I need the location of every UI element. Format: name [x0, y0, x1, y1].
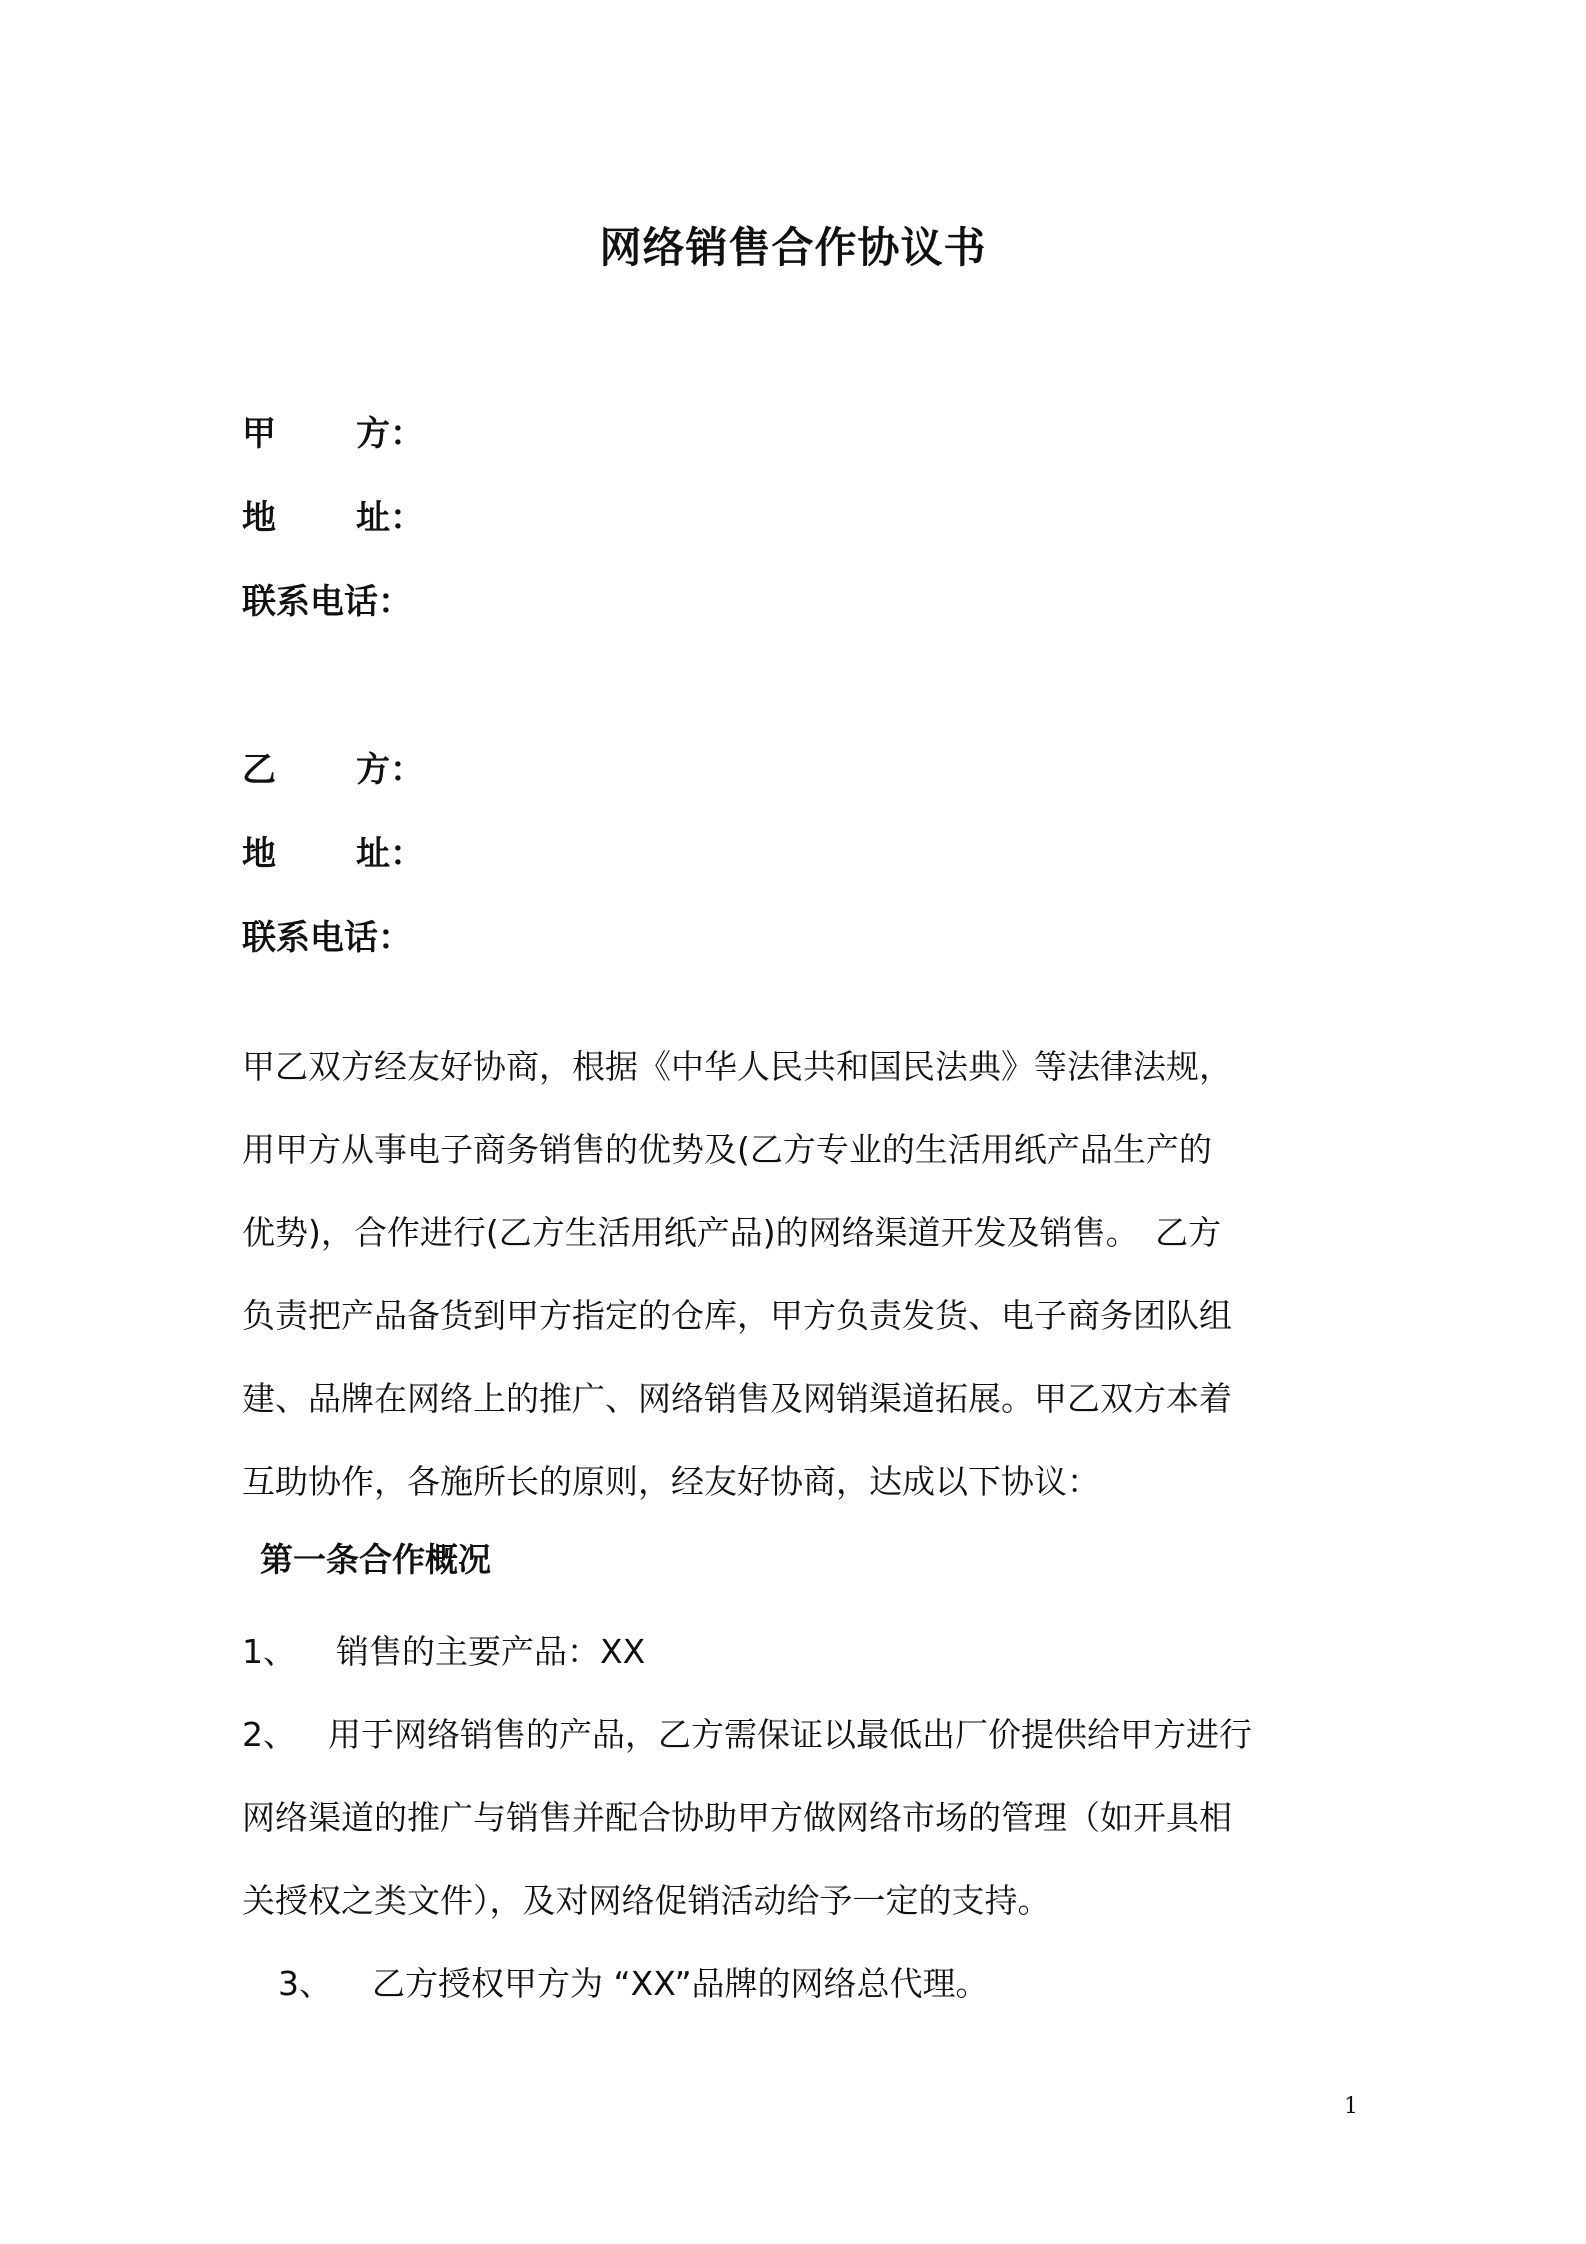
party-b-phone-label: 联系电话： — [242, 918, 412, 958]
item-2-line-1: 用于网络销售的产品，乙方需保证以最低出厂价提供给甲方进行 — [328, 1715, 1252, 1754]
party-a-address-label: 地 — [242, 498, 276, 538]
article-1-title: 第一条合作概况 — [260, 1540, 491, 1579]
party-b-address-label-suffix: 址： — [356, 834, 424, 874]
item-2-line-3: 关授权之类文件），及对网络促销活动给予一定的支持。 — [242, 1881, 1051, 1920]
party-b-phone-field — [242, 914, 412, 962]
party-a-phone-field — [242, 578, 412, 626]
party-a-label-suffix: 方： — [356, 414, 424, 454]
item-3 — [278, 1960, 989, 2008]
party-a-name-field — [242, 410, 424, 458]
intro-line: 优势)，合作进行(乙方生活用纸产品)的网络渠道开发及销售。 乙方 — [242, 1213, 1222, 1252]
item-1-number: 1、 — [242, 1632, 296, 1671]
item-1-text: 销售的主要产品：XX — [336, 1632, 646, 1671]
party-a-address-label-suffix: 址： — [356, 498, 424, 538]
intro-line: 用甲方从事电子商务销售的优势及(乙方专业的生活用纸产品生产的 — [242, 1130, 1212, 1169]
item-1 — [242, 1628, 645, 1676]
intro-line: 建、品牌在网络上的推广、网络销售及网销渠道拓展。甲乙双方本着 — [242, 1379, 1232, 1418]
item-3-text: 乙方授权甲方为 “XX”品牌的网络总代理。 — [372, 1964, 989, 2003]
intro-paragraph — [242, 1025, 1362, 1523]
party-b-name-field — [242, 746, 424, 794]
document-title: 网络销售合作协议书 — [599, 223, 987, 272]
party-b-label: 乙 — [242, 750, 276, 790]
item-2 — [242, 1711, 1252, 1759]
party-a-phone-label: 联系电话： — [242, 582, 412, 622]
item-3-number: 3、 — [278, 1964, 332, 2003]
intro-line: 互助协作，各施所长的原则，经友好协商，达成以下协议： — [242, 1462, 1100, 1501]
page-number: 1 — [1344, 2094, 1358, 2119]
intro-line: 甲乙双方经友好协商，根据《中华人民共和国民法典》等法律法规， — [242, 1047, 1232, 1086]
item-2-continuation — [242, 1877, 1051, 1925]
party-a-address-field — [242, 494, 424, 542]
party-b-address-field — [242, 830, 424, 878]
intro-line: 负责把产品备货到甲方指定的仓库，甲方负责发货、电子商务团队组 — [242, 1296, 1232, 1335]
item-2-continuation — [242, 1794, 1232, 1842]
party-b-label-suffix: 方： — [356, 750, 424, 790]
party-a-label: 甲 — [242, 414, 276, 454]
item-2-number: 2、 — [242, 1715, 296, 1754]
item-2-line-2: 网络渠道的推广与销售并配合协助甲方做网络市场的管理（如开具相 — [242, 1798, 1232, 1837]
party-b-address-label: 地 — [242, 834, 276, 874]
